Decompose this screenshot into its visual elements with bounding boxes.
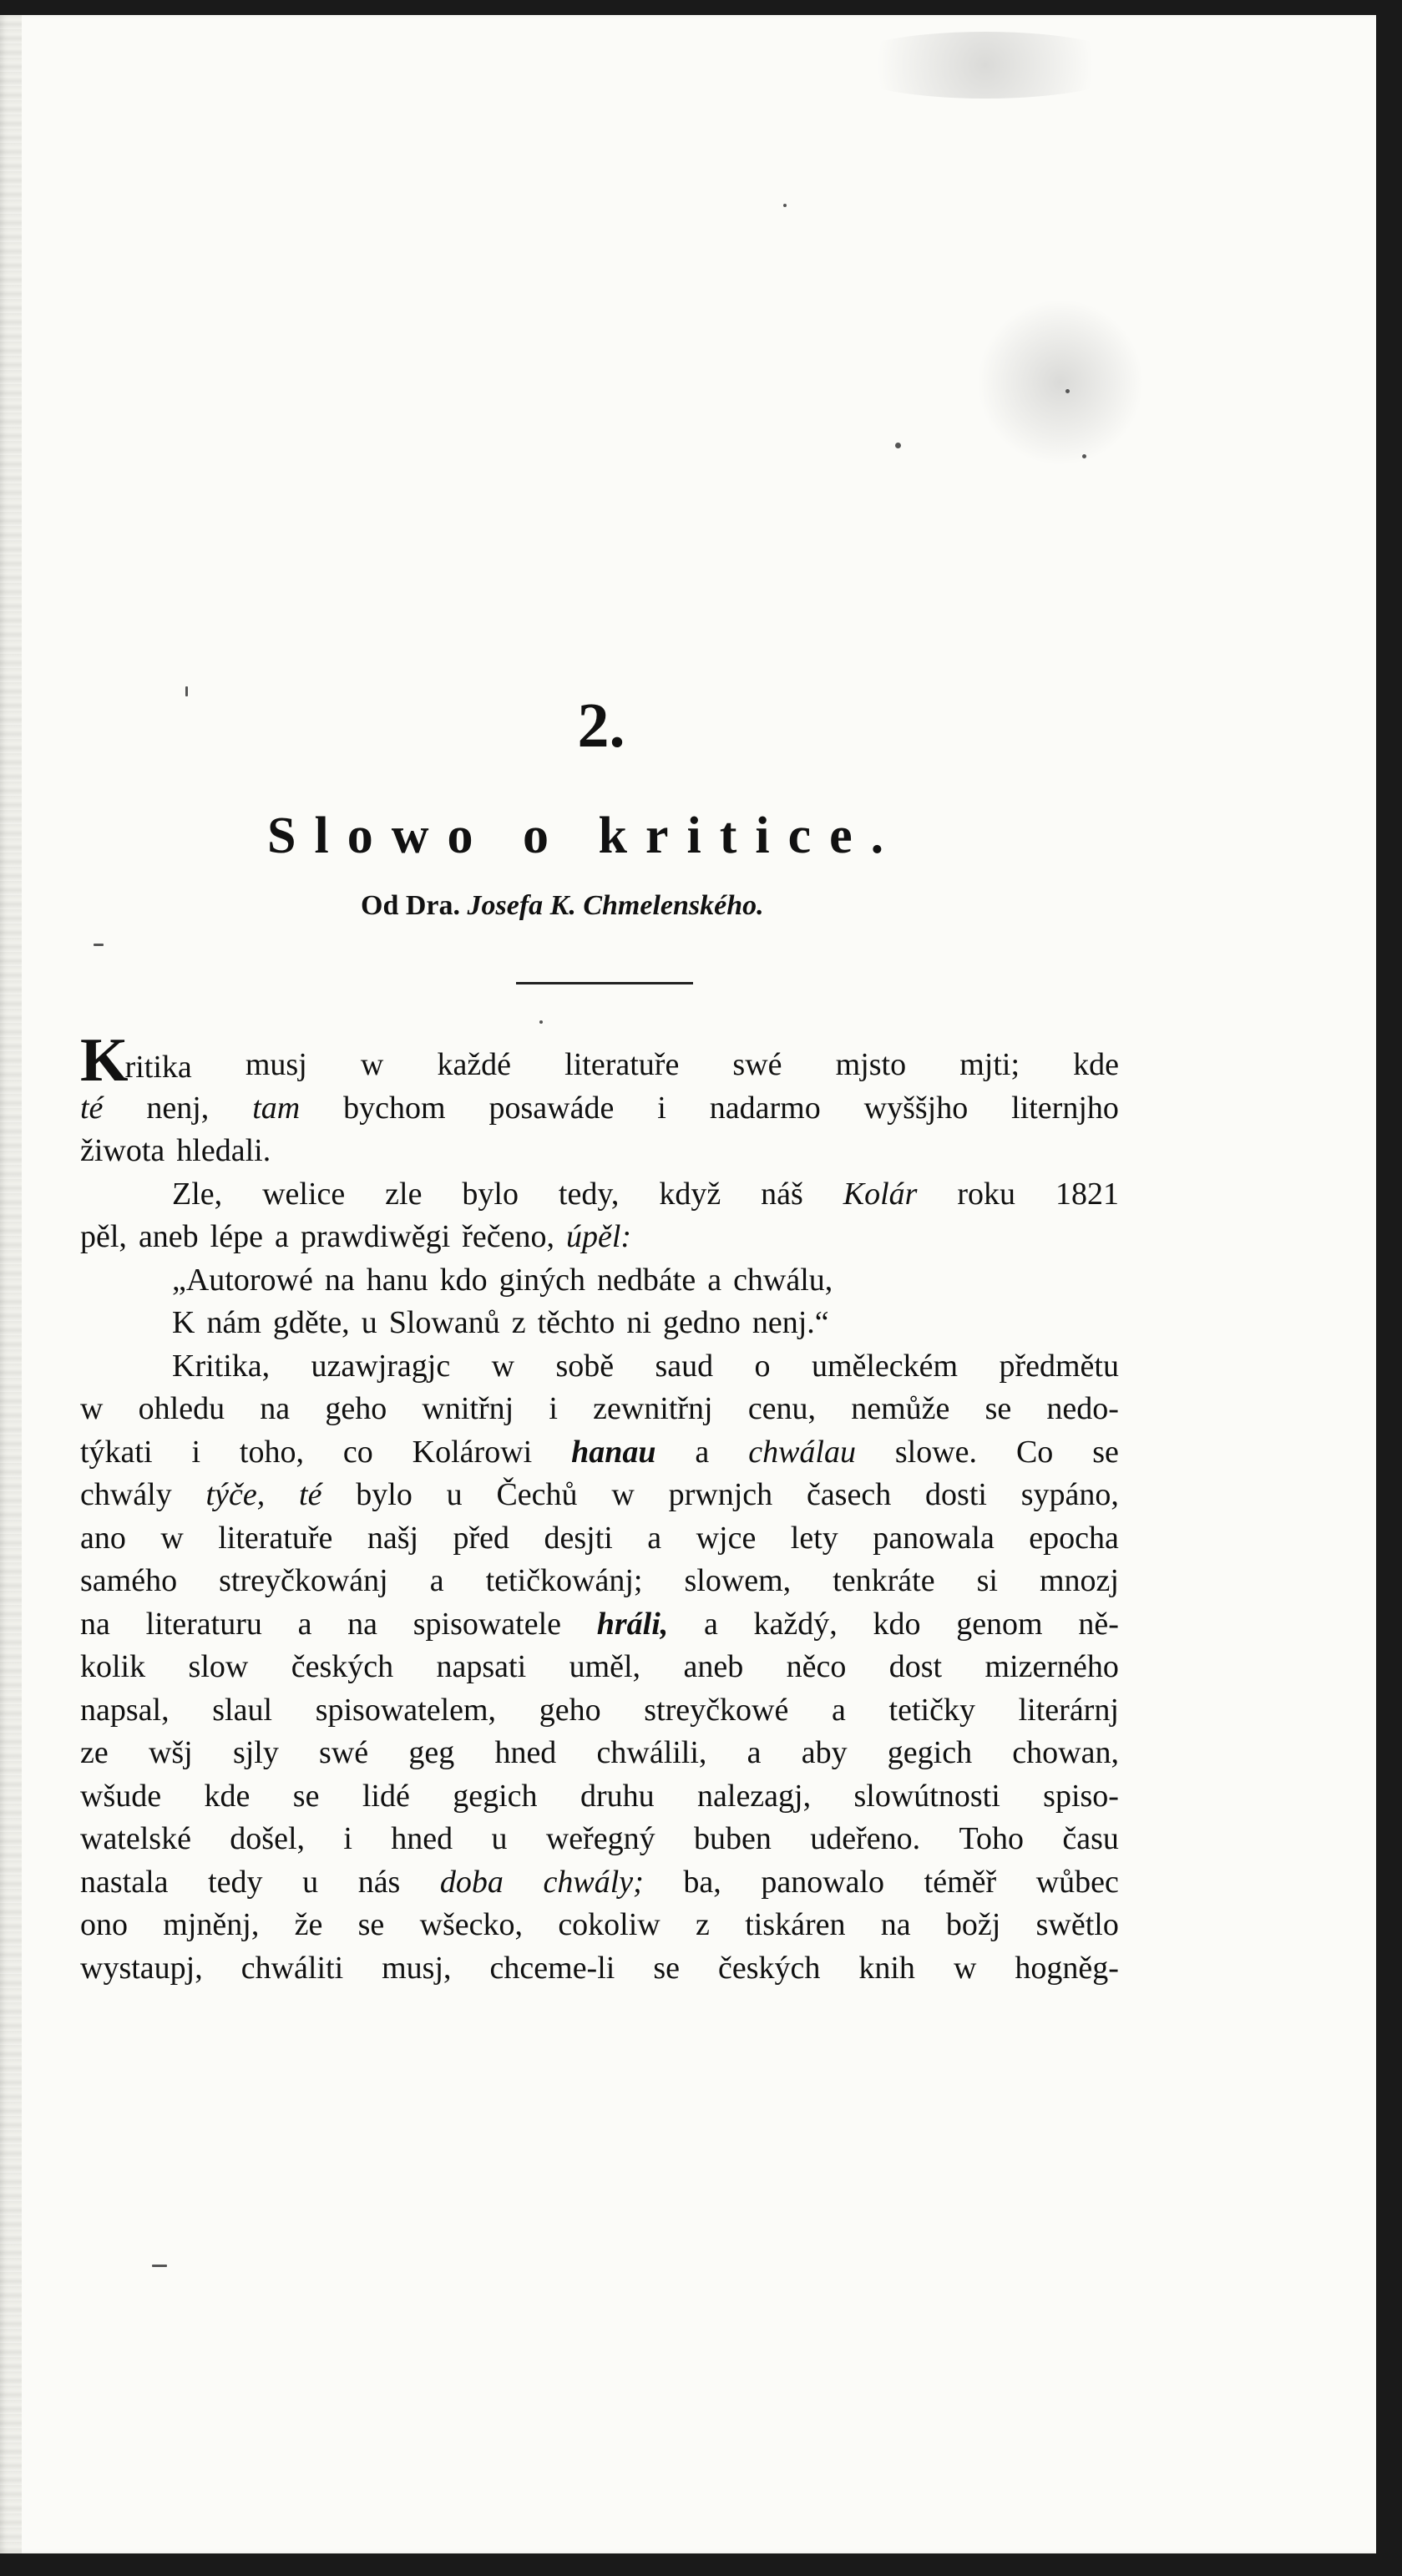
text-line: napsal, slaul spisowatelem, geho streyčkowé a tetičky literárnj — [80, 1692, 1119, 1728]
text-line: chwály týče, té bylo u Čechů w prwnjch časech dosti sypáno, — [80, 1477, 1119, 1512]
body-text — [80, 1026, 1119, 1990]
byline-author: Josefa K. Chmelenského. — [467, 890, 764, 921]
page-binding-edge — [0, 15, 22, 2553]
book-page — [0, 15, 1376, 2553]
text-line: Kritika, uzawjragjc w sobě saud o uměleckém předmětu — [172, 1348, 1119, 1384]
byline-prefix: Od Dra. — [361, 890, 460, 921]
paper-speck — [783, 204, 787, 207]
paper-speck — [94, 944, 104, 946]
text-line: kolik slow českých napsati uměl, aneb něco dost mizerného — [80, 1649, 1119, 1684]
title-divider — [516, 982, 693, 984]
poem-line: K nám gděte, u Slowanů z těchto ni gedno nenj.“ — [172, 1305, 829, 1340]
article-title: Slowo o kritice. — [267, 807, 903, 864]
chapter-number: 2. — [577, 691, 625, 761]
paper-speck — [539, 1020, 543, 1024]
paper-speck — [1065, 389, 1070, 393]
text-line: ze wšj sjly swé geg hned chwálili, a aby gegich chowan, — [80, 1735, 1119, 1770]
text-line: té nenj, tam bychom posawáde i nadarmo wyššjho liternjho — [80, 1090, 1119, 1126]
text-line: samého streyčkowánj a tetičkowánj; slowem, tenkráte si mnozj — [80, 1563, 1119, 1598]
poem-line: „Autorowé na hanu kdo giných nedbáte a chwálu, — [172, 1262, 833, 1298]
text-line: ono mjněnj, že se wšecko, cokoliw z tiskáren na božj swětlo — [80, 1907, 1119, 1942]
text-line: watelské došel, i hned u weřegný buben udeřeno. Toho času — [80, 1821, 1119, 1856]
text-line: týkati i toho, co Kolárowi hanau a chwálau slowe. Co se — [80, 1434, 1119, 1470]
text-line: wšude kde se lidé gegich druhu nalezagj, slowútnosti spiso- — [80, 1778, 1119, 1814]
paper-speck — [895, 443, 901, 448]
text-line: ano w literatuře našj před desjti a wjce lety panowala epocha — [80, 1520, 1119, 1556]
text-line: pěl, aneb lépe a prawdiwěgi řečeno, úpěl: — [80, 1219, 632, 1254]
paper-speck — [152, 2265, 167, 2267]
text-line: žiwota hledali. — [80, 1133, 271, 1168]
text-line: nastala tedy u nás doba chwály; ba, panowalo téměř wůbec — [80, 1864, 1119, 1900]
text-line: wystaupj, chwáliti musj, chceme-li se českých knih w hogněg- — [80, 1950, 1119, 1986]
paper-speck — [1082, 454, 1086, 458]
text-line: Kritika musj w každé literatuře swé mjsto mjti; kde — [80, 1026, 1119, 1095]
paper-stain — [977, 299, 1144, 466]
text-line: na literaturu a na spisowatele hráli, a každý, kdo genom ně- — [80, 1606, 1119, 1642]
text-line: w ohledu na geho wnitřnj i zewnitřnj cenu, nemůže se nedo- — [80, 1391, 1119, 1426]
article-byline — [361, 890, 764, 922]
paper-stain — [835, 32, 1136, 99]
text-line: Zle, welice zle bylo tedy, když náš Kolár roku 1821 — [172, 1176, 1119, 1212]
